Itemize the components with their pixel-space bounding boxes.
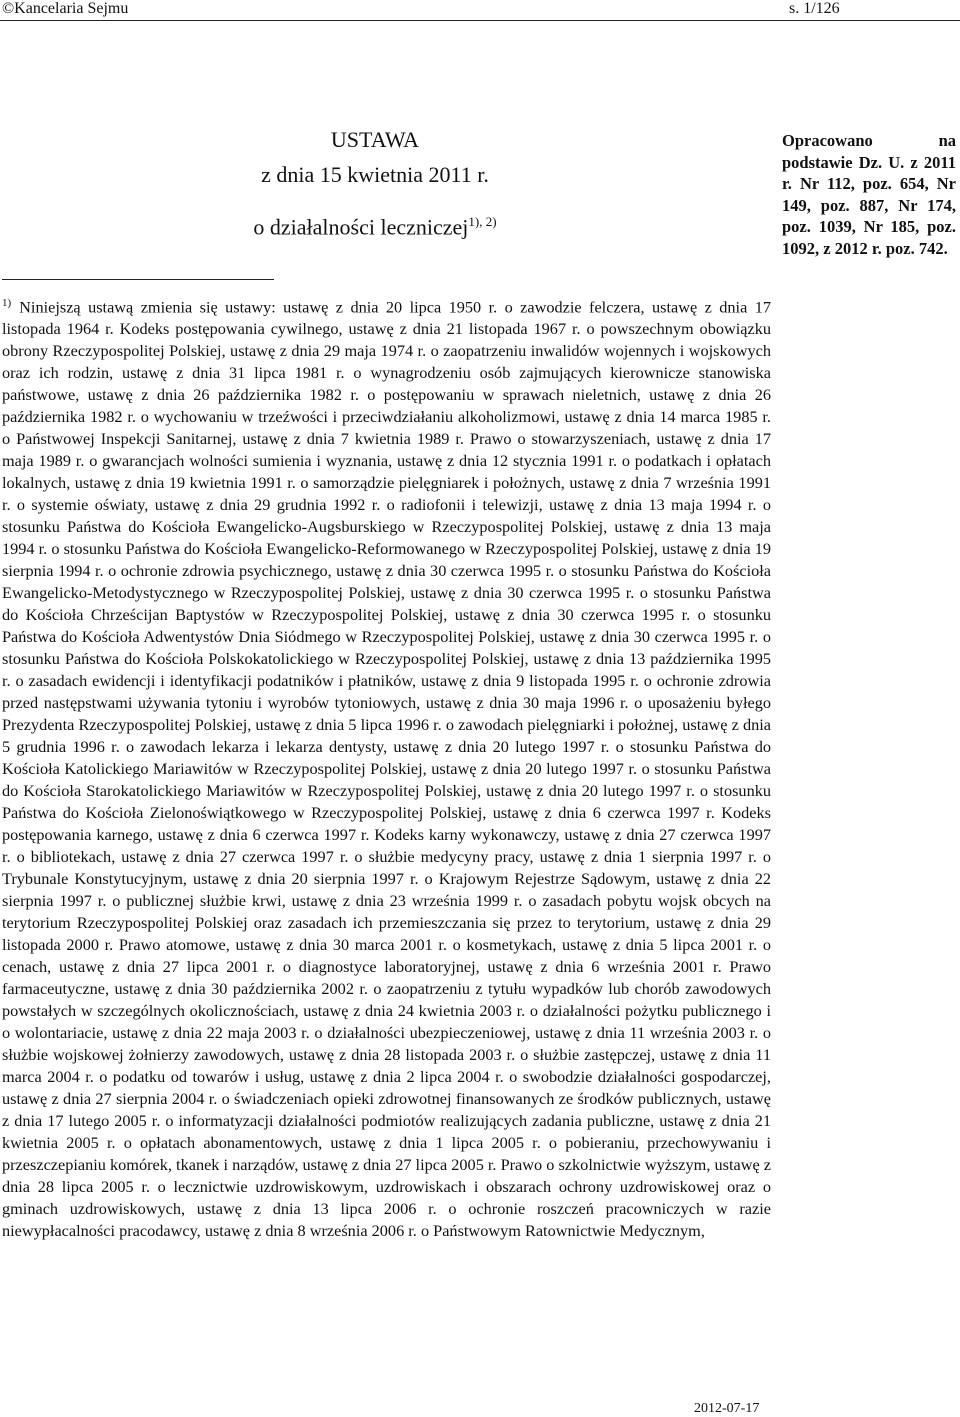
footnote-refs: 1), 2)	[468, 214, 497, 229]
header-source: ©Kancelaria Sejmu	[2, 0, 129, 17]
footer-date: 2012-07-17	[694, 1401, 760, 1416]
publication-note: Opracowano na podstawie Dz. U. z 2011 r. Nr 112, poz. 654, Nr 149, poz. 887, Nr 174, poz. 1039, Nr 185, poz. 1092, z 2012 r. poz. 742.	[782, 131, 956, 258]
act-subject-line	[220, 204, 530, 244]
act-type: USTAWA	[330, 127, 420, 152]
act-date: z dnia 15 kwietnia 2011 r.	[261, 162, 489, 187]
footnote-text: Niniejszą ustawą zmienia się ustawy: ustawę z dnia 20 lipca 1950 r. o zawodzie felczera, ustawę z dnia 17 listopada 1964 r. Kodeks postępowania cywilnego, ustawę z dnia 21 listopada 1967 r. o powszechnym obowiązku obrony Rzeczypospolitej Polskiej, ustawę z dnia 29 maja 1974 r. o zaopatrzeniu inwalidów wojennych i wojskowych oraz ich rodzin, ustawę z dnia 31 lipca 1981 r. o wynagrodzeniu osób zajmujących kierownicze stanowiska państwowe, ustawę z dnia 26 października 1982 r. o postępowaniu w sprawach nieletnich, ustawę z dnia 26 października 1982 r. o wychowaniu w trzeźwości i przeciwdziałaniu alkoholizmowi, ustawę z dnia 14 marca 1985 r. o Państwowej Inspekcji Sanitarnej, ustawę z dnia 7 kwietnia 1989 r. Prawo o stowarzyszeniach, ustawę z dnia 17 maja 1989 r. o gwarancjach wolności sumienia i wyznania, ustawę z dnia 12 stycznia 1991 r. o podatkach i opłatach lokalnych, ustawę z dnia 19 kwietnia 1991 r. o samorządzie pielęgniarek i położnych, ustawę z dnia 7 września 1991 r. o systemie oświaty, ustawę z dnia 29 grudnia 1992 r. o radiofonii i telewizji, ustawę z dnia 13 maja 1994 r. o stosunku Państwa do Kościoła Ewangelicko-Augsburskiego w Rzeczypospolitej Polskiej, ustawę z dnia 13 maja 1994 r. o stosunku Państwa do Kościoła Ewangelicko-Reformowanego w Rzeczypospolitej Polskiej, ustawę z dnia 19 sierpnia 1994 r. o ochronie zdrowia psychicznego, ustawę z dnia 30 czerwca 1995 r. o stosunku Państwa do Kościoła Ewangelicko-Metodystycznego w Rzeczypospolitej Polskiej, ustawę z dnia 30 czerwca 1995 r. o stosunku Państwa do Kościoła Chrześcijan Baptystów w Rzeczypospolitej Polskiej, ustawę z dnia 30 czerwca 1995 r. o stosunku Państwa do Kościoła Adwentystów Dnia Siódmego w Rzeczypospolitej Polskiej, ustawę z dnia 30 czerwca 1995 r. o stosunku Państwa do Kościoła Polskokatolickiego w Rzeczypospolitej Polskiej, ustawę z dnia 13 października 1995 r. o zasadach ewidencji i identyfikacji podatników i płatników, ustawę z dnia 9 listopada 1995 r. o ochronie zdrowia przed następstwami używania tytoniu i wyrobów tytoniowych, ustawę z dnia 30 maja 1996 r. o uposażeniu byłego Prezydenta Rzeczypospolitej Polskiej, ustawę z dnia 5 lipca 1996 r. o zawodach pielęgniarki i położnej, ustawę z dnia 5 grudnia 1996 r. o zawodach lekarza i lekarza dentysty, ustawę z dnia 20 lutego 1997 r. o stosunku Państwa do Kościoła Katolickiego Mariawitów w Rzeczypospolitej Polskiej, ustawę z dnia 20 lutego 1997 r. o stosunku Państwa do Kościoła Starokatolickiego Mariawitów w Rzeczypospolitej Polskiej, ustawę z dnia 20 lutego 1997 r. o stosunku Państwa do Kościoła Zielonoświątkowego w Rzeczypospolitej Polskiej, ustawę z dnia 6 czerwca 1997 r. Kodeks postępowania karnego, ustawę z dnia 6 czerwca 1997 r. Kodeks karny wykonawczy, ustawę z dnia 27 czerwca 1997 r. o bibliotekach, ustawę z dnia 27 czerwca 1997 r. o służbie medycyny pracy, ustawę z dnia 1 sierpnia 1997 r. o Trybunale Konstytucyjnym, ustawę z dnia 20 sierpnia 1997 r. o Krajowym Rejestrze Sądowym, ustawę z dnia 22 sierpnia 1997 r. o publicznej służbie krwi, ustawę z dnia 23 września 1999 r. o zasadach pobytu wojsk obcych na terytorium Rzeczypospolitej Polskiej oraz zasadach ich przemieszczania się przez to terytorium, ustawę z dnia 29 listopada 2000 r. Prawo atomowe, ustawę z dnia 30 marca 2001 r. o kosmetykach, ustawę z dnia 5 lipca 2001 r. o cenach, ustawę z dnia 27 lipca 2001 r. o diagnostyce laboratoryjnej, ustawę z dnia 6 września 2001 r. Prawo farmaceutyczne, ustawę z dnia 30 października 2002 r. o zaopatrzeniu z tytułu wypadków lub chorób zawodowych powstałych w szczególnych okolicznościach, ustawę z dnia 24 kwietnia 2003 r. o działalności pożytku publicznego i o wolontariacie, ustawę z dnia 22 maja 2003 r. o działalności ubezpieczeniowej, ustawę z dnia 11 września 2003 r. o służbie wojskowej żołnierzy zawodowych, ustawę z dnia 28 listopada 2003 r. o służbie zastępczej, ustawę z dnia 11 marca 2004 r. o podatku od towarów i usług, ustawę z dnia 2 lipca 2004 r. o swobodzie działalności gospodarczej, ustawę z dnia 27 sierpnia 2004 r. o świadczeniach opieki zdrowotnej finansowanych ze środków publicznych, ustawę z dnia 17 lutego 2005 r. o informatyzacji działalności podmiotów realizujących zadania publiczne, ustawę z dnia 21 kwietnia 2005 r. o opłatach abonamentowych, ustawę z dnia 1 lipca 2005 r. o pobieraniu, przechowywaniu i przeszczepianiu komórek, tkanek i narządów, ustawę z dnia 27 lipca 2005 r. Prawo o szkolnictwie wyższym, ustawę z dnia 28 lipca 2005 r. o lecznictwie uzdrowiskowym, uzdrowiskach i obszarach ochrony uzdrowiskowej oraz o gminach uzdrowiskowych, ustawę z dnia 13 lipca 2006 r. o ochronie roszczeń pracowniczych w razie niewypłacalności pracodawcy, ustawę z dnia 8 września 2006 r. o Państwowym Ratownictwie Medycznym,	[2, 297, 771, 1241]
header-divider	[0, 20, 960, 21]
footnote-marker: 1)	[2, 297, 12, 309]
footnote-1	[2, 292, 771, 1242]
document-title	[220, 122, 530, 244]
page-number: s. 1/126	[789, 0, 840, 17]
act-subject: o działalności leczniczej	[253, 214, 469, 240]
footnote-divider	[2, 279, 274, 280]
